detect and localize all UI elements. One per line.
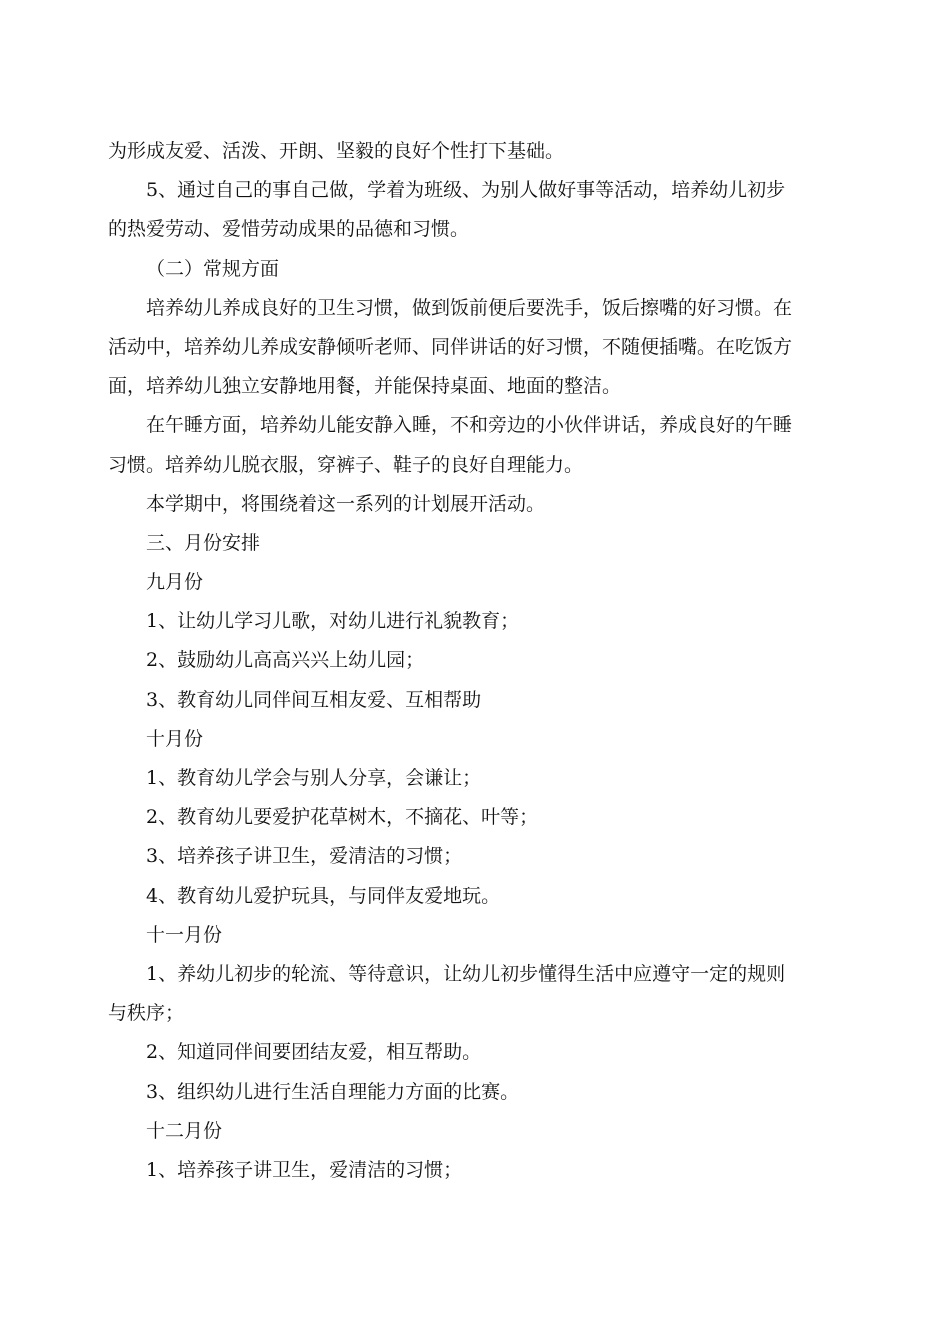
paragraph-line: 的热爱劳动、爱惜劳动成果的品德和习惯。 xyxy=(108,218,470,241)
list-item: 1、让幼儿学习儿歌，对幼儿进行礼貌教育； xyxy=(146,610,520,633)
paragraph-line: 面，培养幼儿独立安静地用餐，并能保持桌面、地面的整洁。 xyxy=(108,375,622,398)
paragraph-line: 培养幼儿养成良好的卫生习惯，做到饭前便后要洗手，饭后擦嘴的好习惯。在 xyxy=(146,296,793,319)
month-heading: 十一月份 xyxy=(146,923,223,946)
paragraph-line: 在午睡方面，培养幼儿能安静入睡，不和旁边的小伙伴讲话，养成良好的午睡 xyxy=(146,414,793,437)
month-heading: 十月份 xyxy=(146,727,204,750)
list-item-continuation: 与秩序； xyxy=(108,1002,185,1025)
list-item: 1、养幼儿初步的轮流、等待意识，让幼儿初步懂得生活中应遵守一定的规则 xyxy=(146,962,786,985)
document-body xyxy=(108,132,843,1190)
month-heading: 九月份 xyxy=(146,571,204,594)
paragraph-line: 习惯。培养幼儿脱衣服，穿裤子、鞋子的良好自理能力。 xyxy=(108,453,584,476)
list-item: 3、组织幼儿进行生活自理能力方面的比赛。 xyxy=(146,1080,520,1103)
list-item: 3、培养孩子讲卫生，爱清洁的习惯； xyxy=(146,845,463,868)
month-heading: 十二月份 xyxy=(146,1119,223,1142)
list-item: 2、知道同伴间要团结友爱，相互帮助。 xyxy=(146,1041,482,1064)
paragraph-line: 5、通过自己的事自己做，学着为班级、为别人做好事等活动，培养幼儿初步 xyxy=(146,179,786,202)
section-heading: （二）常规方面 xyxy=(146,257,280,280)
list-item: 2、教育幼儿要爱护花草树木，不摘花、叶等； xyxy=(146,806,539,829)
list-item: 3、教育幼儿同伴间互相友爱、互相帮助 xyxy=(146,688,482,711)
list-item: 4、教育幼儿爱护玩具，与同伴友爱地玩。 xyxy=(146,884,501,907)
list-item: 2、鼓励幼儿高高兴兴上幼儿园； xyxy=(146,649,425,672)
paragraph-line: 本学期中，将围绕着这一系列的计划展开活动。 xyxy=(146,492,546,515)
paragraph-line: 为形成友爱、活泼、开朗、坚毅的良好个性打下基础。 xyxy=(108,140,565,162)
list-item: 1、教育幼儿学会与别人分享，会谦让； xyxy=(146,767,482,789)
section-heading: 三、月份安排 xyxy=(146,531,261,554)
list-item: 1、培养孩子讲卫生，爱清洁的习惯； xyxy=(146,1158,463,1181)
paragraph-line: 活动中，培养幼儿养成安静倾听老师、同伴讲话的好习惯，不随便插嘴。在吃饭方 xyxy=(108,335,793,358)
